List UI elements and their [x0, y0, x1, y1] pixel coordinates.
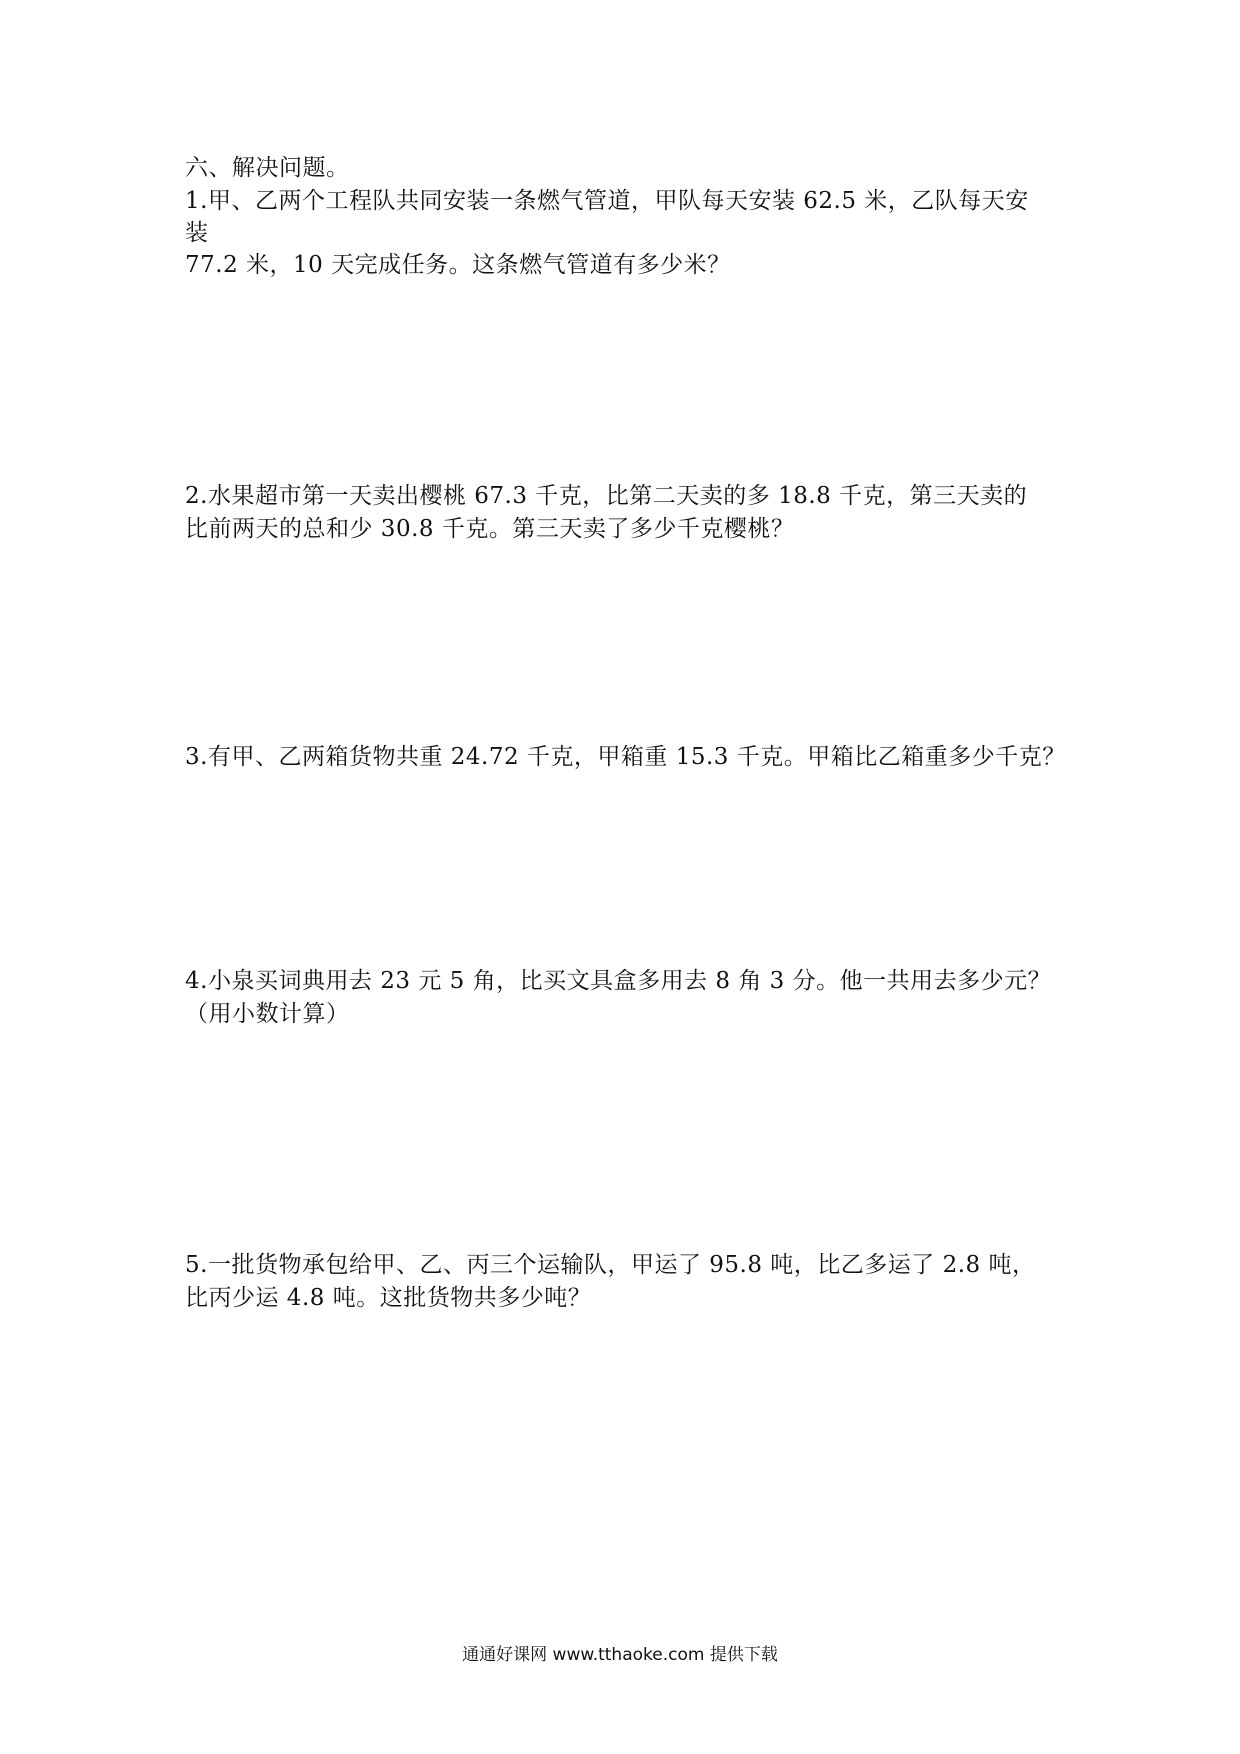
problem-3-line-1: 3.有甲、乙两箱货物共重 24.72 千克，甲箱重 15.3 千克。甲箱比乙箱重多少千克？: [185, 744, 1066, 770]
footer-credit: 通通好课网 www.tthaoke.com 提供下载: [462, 1645, 778, 1665]
problem-2-line-2: 比前两天的总和少 30.8 千克。第三天卖了多少千克樱桃？: [185, 516, 795, 542]
problem-4-line-2: （用小数计算）: [185, 1001, 350, 1027]
problem-1-line-2: 装: [185, 220, 209, 246]
problem-2-line-1: 2.水果超市第一天卖出樱桃 67.3 千克，比第二天卖的多 18.8 千克，第三天卖的: [185, 483, 1028, 509]
problem-1-line-1: 1.甲、乙两个工程队共同安装一条燃气管道，甲队每天安装 62.5 米，乙队每天安: [185, 188, 1029, 214]
problem-1-line-3: 77.2 米，10 天完成任务。这条燃气管道有多少米？: [185, 252, 731, 278]
section-heading: 六、解决问题。: [185, 155, 350, 181]
problem-5-line-1: 5.一批货物承包给甲、乙、丙三个运输队，甲运了 95.8 吨，比乙多运了 2.8 吨，: [185, 1252, 1036, 1278]
problem-4-line-1: 4.小泉买词典用去 23 元 5 角，比买文具盒多用去 8 角 3 分。他一共用去多少元？: [185, 968, 1052, 994]
problem-5-line-2: 比丙少运 4.8 吨。这批货物共多少吨？: [185, 1285, 592, 1311]
